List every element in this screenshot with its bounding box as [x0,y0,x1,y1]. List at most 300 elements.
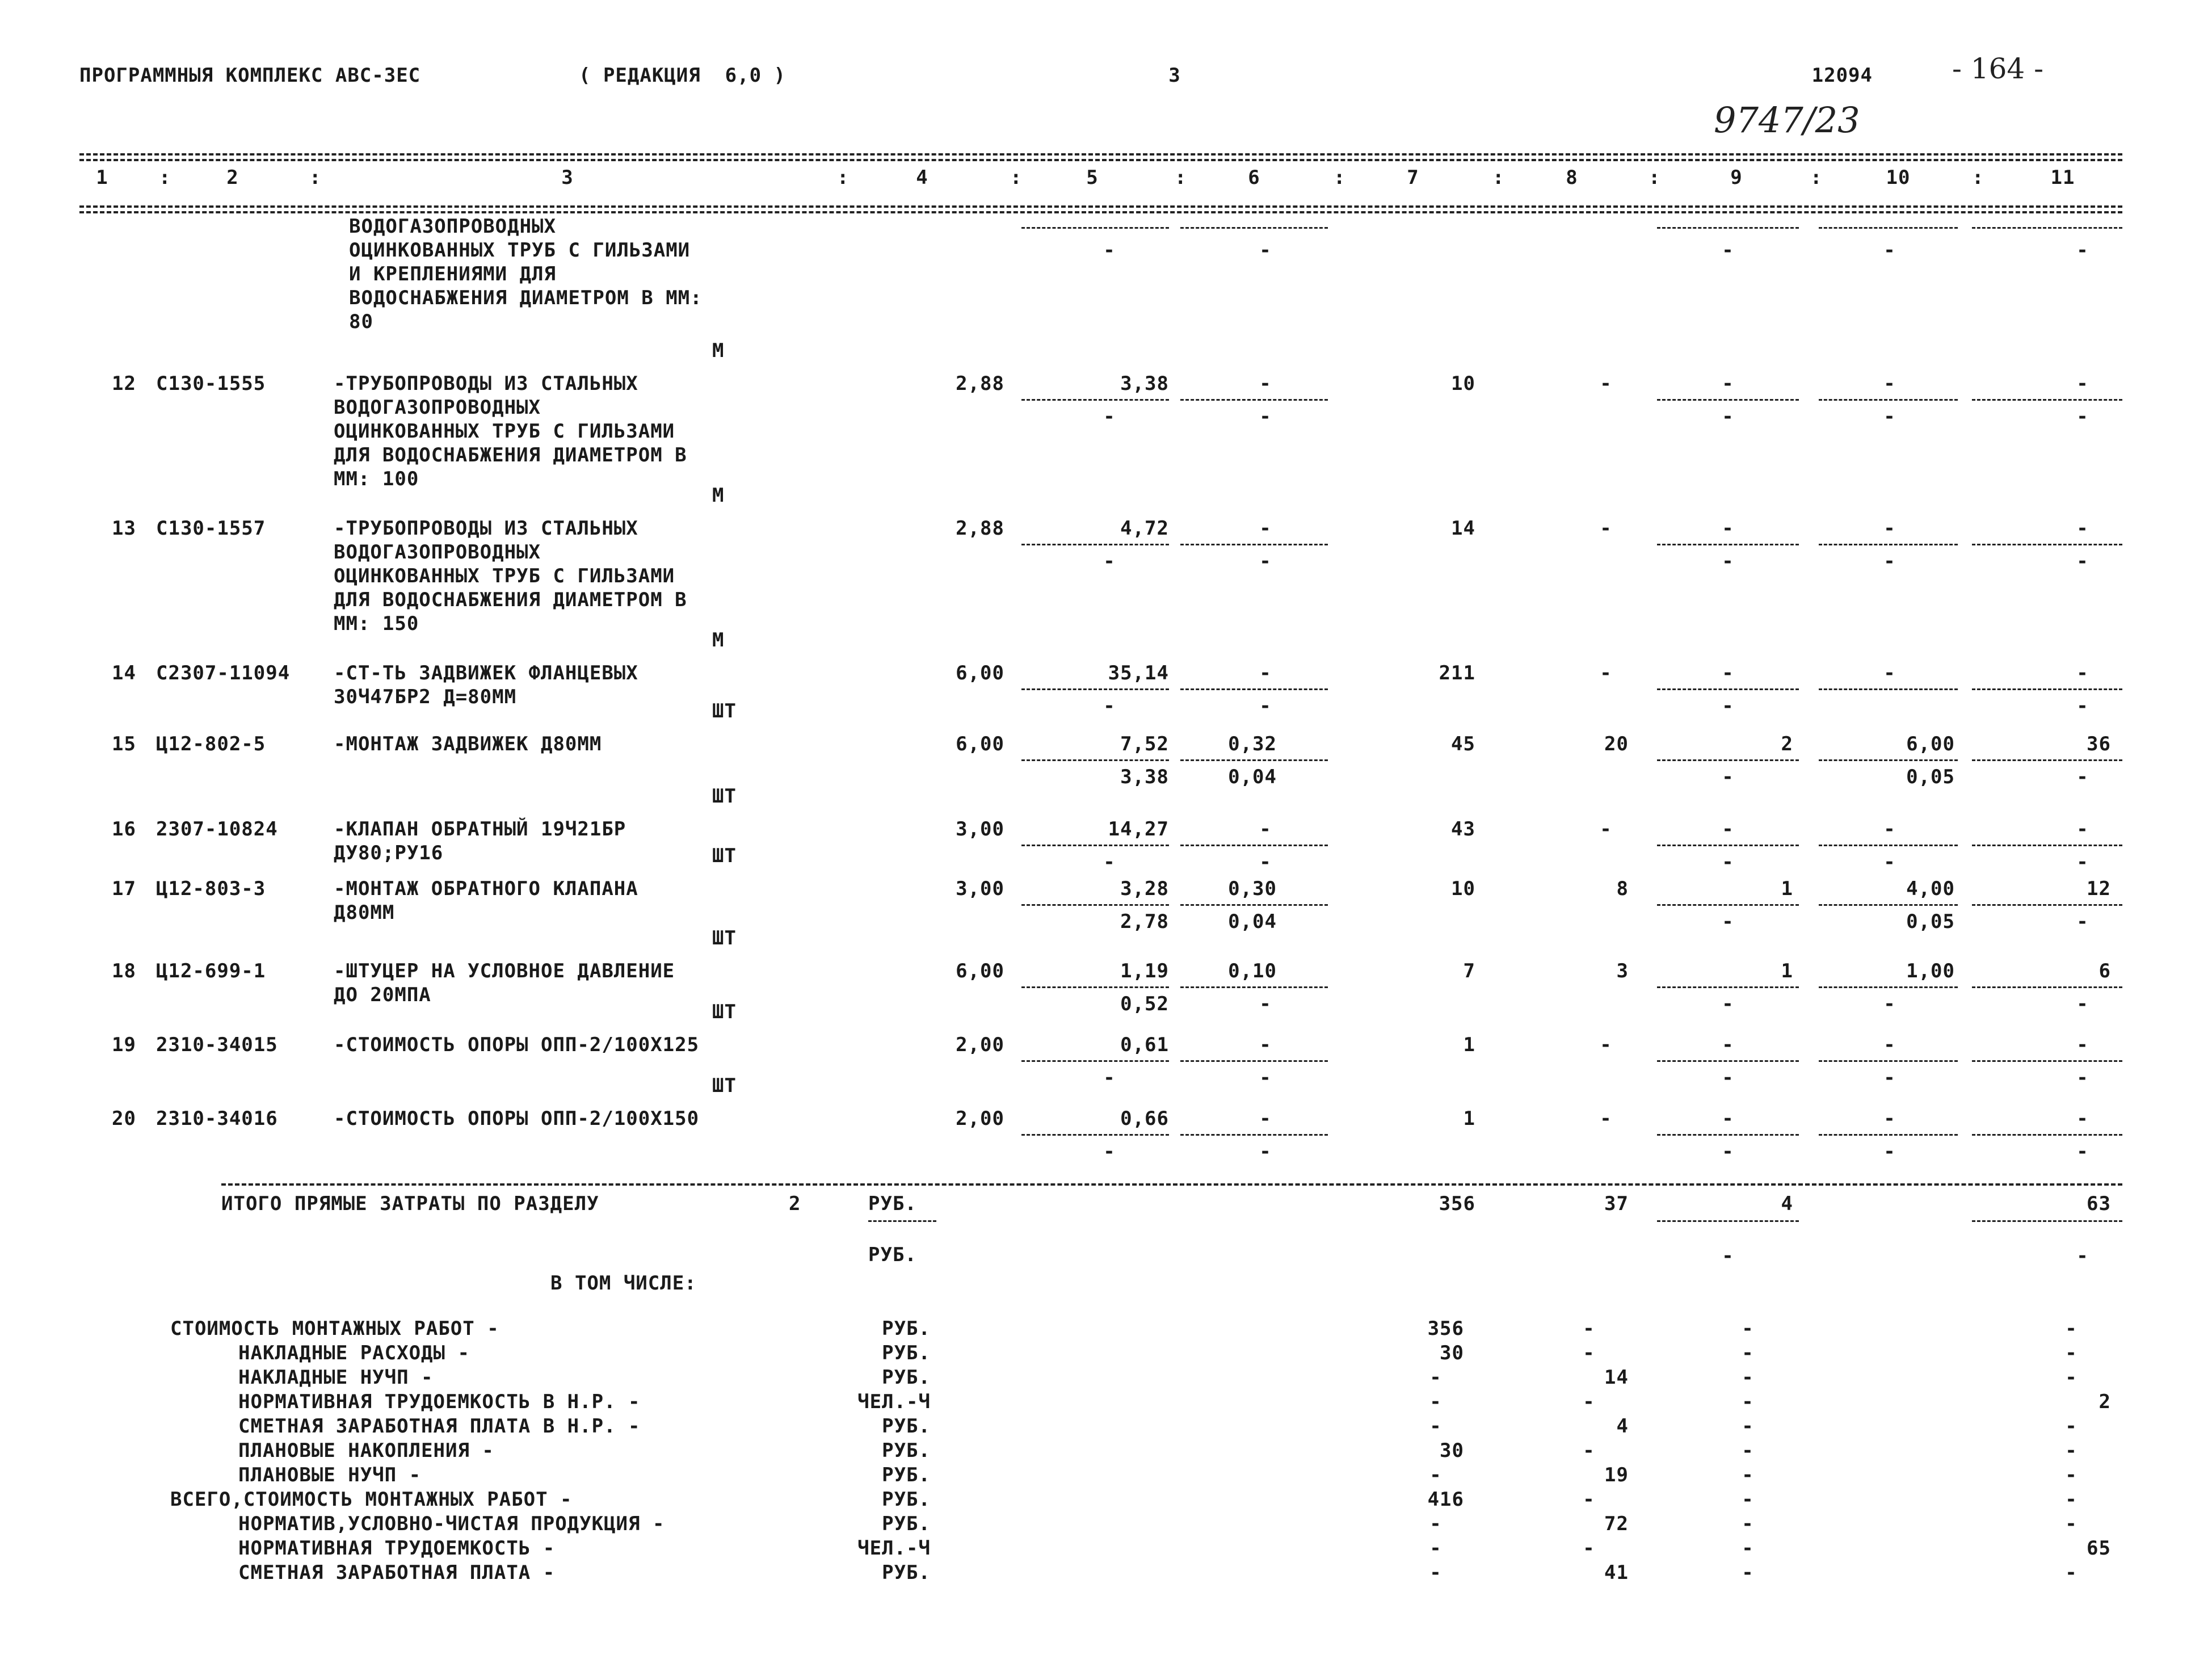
unit-label: ШТ [712,1001,737,1023]
cell-c4: 3,00 [956,818,1004,841]
summary-label: СТОИМОСТЬ МОНТАЖНЫХ РАБОТ - [170,1317,499,1340]
cell-c7: 1 [1463,1107,1475,1130]
cell-underline [1657,688,1799,690]
cell-underline [1657,986,1799,988]
labor-c5: 0,52 [1120,993,1169,1015]
cell-c11: 36 [2087,733,2111,755]
labor-c10: - [1883,1066,1896,1089]
labor-c11: - [2076,1066,2089,1089]
underline [1021,227,1169,229]
labor-c11: - [2076,910,2089,933]
summary-c8: - [1583,1391,1595,1413]
summary-unit: РУБ. [882,1488,931,1511]
summary-c11: - [2065,1488,2078,1511]
cell-c4: 6,00 [956,733,1004,755]
cell-underline [1657,1134,1799,1136]
cell-c10: - [1883,1034,1896,1056]
cell-c4: 2,00 [956,1034,1004,1056]
summary-c11: 65 [2087,1537,2111,1560]
cell-underline [1021,688,1169,690]
summary-unit: РУБ. [882,1513,931,1535]
column-header: 6 [1248,166,1260,189]
summary-c8: - [1583,1439,1595,1462]
cell-c10: - [1883,1107,1896,1130]
summary-c7: 30 [1440,1342,1464,1364]
table-top-rule-2 [79,159,2122,161]
summary-c7: - [1429,1561,1442,1584]
summary-label: НОРМАТИВНАЯ ТРУДОЕМКОСТЬ В Н.Р. - [238,1391,641,1413]
including-label: В ТОМ ЧИСЛЕ: [550,1272,697,1295]
cell-c6: - [1259,372,1272,395]
cell-c9: 2 [1781,733,1793,755]
edition-label: ( РЕДАКЦИЯ 6,0 ) [579,64,786,87]
summary-c9: - [1742,1439,1754,1462]
summary-c7: - [1429,1366,1442,1389]
summary-label: ПЛАНОВЫЕ НУЧП - [238,1464,422,1486]
cell-c9: - [1722,818,1734,841]
summary-label: СМЕТНАЯ ЗАРАБОТНАЯ ПЛАТА - [238,1561,556,1584]
summary-c8: 41 [1604,1561,1629,1584]
labor-c6: 0,04 [1228,766,1277,788]
summary-c9: - [1742,1415,1754,1438]
cell-c4: 6,00 [956,662,1004,684]
document-number: 12094 [1811,64,1873,87]
cell-c5: 0,61 [1120,1034,1169,1056]
column-separator: : [1175,166,1187,189]
cell-c8: 20 [1604,733,1629,755]
cell-underline [1180,759,1328,761]
summary-c11: - [2065,1366,2078,1389]
cell-c10: 6,00 [1906,733,1955,755]
cell-c6: - [1259,662,1272,684]
labor-c11: - [2076,766,2089,788]
sheet-number: - 164 - [1952,52,2044,85]
row-code: Ц12-802-5 [156,733,266,755]
cell-c9: 1 [1781,960,1793,982]
cell-c10: - [1883,517,1896,540]
cell-c6: - [1259,818,1272,841]
cell-c11: - [2076,662,2089,684]
continued-description-line: ВОДОСНАБЖЕНИЯ ДИАМЕТРОМ В ММ: [349,287,703,309]
row-code: 2310-34016 [156,1107,278,1130]
summary-c9: - [1742,1366,1754,1389]
unit-label: ШТ [712,700,737,723]
labor-c5: - [1103,550,1116,573]
column-header: 2 [226,166,239,189]
summary-c11: - [2065,1464,2078,1486]
column-separator: : [1334,166,1346,189]
labor-c11: - [2076,1140,2089,1163]
cell-c5: 1,19 [1120,960,1169,982]
row-description: ОЦИНКОВАННЫХ ТРУБ С ГИЛЬЗАМИ [334,565,675,587]
summary-label: НАКЛАДНЫЕ НУЧП - [238,1366,434,1389]
row-code: 2307-10824 [156,818,278,841]
header-bottom-rule [79,205,2122,208]
summary-c7: - [1429,1464,1442,1486]
labor-c10: - [1883,550,1896,573]
summary-c7: 30 [1440,1439,1464,1462]
row-description: -ТРУБОПРОВОДЫ ИЗ СТАЛЬНЫХ [334,517,638,540]
labor-c10: - [1883,1140,1896,1163]
unit-underline [868,1220,936,1222]
row-number: 13 [112,517,136,540]
cell-underline [1972,986,2122,988]
summary-c9: - [1742,1488,1754,1511]
cell-c10: - [1883,662,1896,684]
cell-c7: 211 [1439,662,1475,684]
table-top-rule [79,153,2122,156]
total-c8: 37 [1604,1192,1629,1215]
handwritten-note: 9747/23 [1714,99,1860,141]
cell-c4: 6,00 [956,960,1004,982]
labor-c11: - [2076,695,2089,717]
cell-c5: 3,38 [1120,372,1169,395]
cell-c11: - [2076,1107,2089,1130]
program-title: ПРОГРАММНЫЯ КОМПЛЕКС АВС-ЗЕС [79,64,421,87]
continued-description-line: И КРЕПЛЕНИЯМИ ДЛЯ [349,263,556,285]
cell-c6: 0,32 [1228,733,1277,755]
total-section: 2 [789,1192,801,1215]
cell-c7: 1 [1463,1034,1475,1056]
cell-c7: 10 [1451,372,1475,395]
cell-c5: 7,52 [1120,733,1169,755]
cell-underline [1972,399,2122,401]
summary-c8: - [1583,1342,1595,1364]
labor-c10: 0,05 [1906,910,1955,933]
row-description: -КЛАПАН ОБРАТНЫЙ 19Ч21БР [334,818,626,841]
column-header: 10 [1886,166,1911,189]
summary-c9: - [1742,1537,1754,1560]
row-description: 30Ч47БР2 Д=80ММ [334,686,517,708]
row-description: -СТОИМОСТЬ ОПОРЫ ОПП-2/100Х125 [334,1034,700,1056]
labor-c10: - [1883,993,1896,1015]
total-c7: 356 [1439,1192,1475,1215]
column-separator: : [1649,166,1661,189]
summary-c9: - [1742,1342,1754,1364]
labor-c11: - [2076,550,2089,573]
row-code: С130-1557 [156,517,266,540]
cell-c10: 4,00 [1906,877,1955,900]
row-description: Д80ММ [334,901,395,924]
total-rule [221,1183,2122,1186]
continued-description-line: 80 [349,310,373,333]
row-number: 16 [112,818,136,841]
row-description: ММ: 100 [334,468,419,490]
column-separator: : [837,166,850,189]
cell-underline [1180,399,1328,401]
cell-underline [1180,1060,1328,1062]
cell-c10: - [1883,818,1896,841]
labor-c6: - [1259,405,1272,428]
cell-underline [1180,1134,1328,1136]
labor-c9: - [1722,550,1734,573]
labor-c5: - [1103,1140,1116,1163]
column-separator: : [1492,166,1505,189]
labor-c9: - [1722,993,1734,1015]
cell-c4: 2,00 [956,1107,1004,1130]
cell-underline [1021,759,1169,761]
cell-c5: 3,28 [1120,877,1169,900]
summary-c8: - [1583,1488,1595,1511]
cell-c11: - [2076,517,2089,540]
total-unit-2: РУБ. [868,1244,917,1266]
row-description: -СТ-ТЬ ЗАДВИЖЕК ФЛАНЦЕВЫХ [334,662,638,684]
cell-c5: 35,14 [1108,662,1169,684]
cell-c8: - [1600,517,1612,540]
cell-underline [1819,845,1958,846]
summary-c7: 416 [1427,1488,1464,1511]
row-code: Ц12-803-3 [156,877,266,900]
column-header: 5 [1086,166,1099,189]
row-description: ДО 20МПА [334,984,431,1006]
cell-c5: 14,27 [1108,818,1169,841]
labor-c9: - [1722,766,1734,788]
row-description: ВОДОГАЗОПРОВОДНЫХ [334,396,541,419]
cell-c11: 12 [2087,877,2111,900]
cell-c10: 1,00 [1906,960,1955,982]
summary-c8: 4 [1616,1415,1629,1438]
cell-underline [1021,544,1169,545]
row-number: 15 [112,733,136,755]
labor-c10: 0,05 [1906,766,1955,788]
cell-c6: 0,30 [1228,877,1277,900]
cell-c11: - [2076,372,2089,395]
cell-c7: 14 [1451,517,1475,540]
summary-c11: - [2065,1513,2078,1535]
row-description: ДЛЯ ВОДОСНАБЖЕНИЯ ДИАМЕТРОМ В [334,589,687,611]
cell-c7: 10 [1451,877,1475,900]
cell-c4: 2,88 [956,517,1004,540]
cell-c7: 7 [1463,960,1475,982]
column-header: 8 [1566,166,1578,189]
labor-c9: - [1722,851,1734,873]
summary-unit: ЧЕЛ.-Ч [857,1391,931,1413]
summary-unit: РУБ. [882,1561,931,1584]
unit-label: ШТ [712,845,737,867]
summary-unit: РУБ. [882,1366,931,1389]
labor-c9: - [1722,1140,1734,1163]
cell-underline [1180,904,1328,906]
column-separator: : [159,166,171,189]
summary-unit: РУБ. [882,1342,931,1364]
cell-c8: 8 [1616,877,1629,900]
cell-underline [1819,1060,1958,1062]
summary-c11: - [2065,1342,2078,1364]
cell-underline [1180,845,1328,846]
labor-c5: - [1103,851,1116,873]
unit-label: М [712,339,725,362]
total-underline [1657,1220,1799,1222]
cell-underline [1819,904,1958,906]
cell-underline [1657,904,1799,906]
cell-underline [1657,759,1799,761]
column-separator: : [1010,166,1023,189]
dash: - [1103,239,1116,262]
cell-c6: 0,10 [1228,960,1277,982]
cell-underline [1021,1134,1169,1136]
cell-c7: 43 [1451,818,1475,841]
cell-c4: 2,88 [956,372,1004,395]
cell-underline [1819,544,1958,545]
unit-label: ШТ [712,785,737,808]
page-number: 3 [1168,64,1181,87]
cell-c5: 0,66 [1120,1107,1169,1130]
summary-c11: - [2065,1415,2078,1438]
cell-c8: - [1600,1107,1612,1130]
summary-c7: - [1429,1537,1442,1560]
summary-c8: - [1583,1537,1595,1560]
continued-description-line: ОЦИНКОВАННЫХ ТРУБ С ГИЛЬЗАМИ [349,239,691,262]
cell-underline [1819,1134,1958,1136]
summary-unit: РУБ. [882,1415,931,1438]
continued-description-line: ВОДОГАЗОПРОВОДНЫХ [349,215,556,238]
cell-underline [1819,759,1958,761]
row-description: -ШТУЦЕР НА УСЛОВНОЕ ДАВЛЕНИЕ [334,960,675,982]
labor-c6: - [1259,1140,1272,1163]
summary-label: НОРМАТИВНАЯ ТРУДОЕМКОСТЬ - [238,1537,556,1560]
total-l9: - [1722,1245,1734,1267]
cell-underline [1657,544,1799,545]
unit-label: ШТ [712,1074,737,1097]
row-description: ДУ80;РУ16 [334,842,444,864]
unit-label: ШТ [712,927,737,950]
dash: - [1883,239,1896,262]
row-description: -МОНТАЖ ОБРАТНОГО КЛАПАНА [334,877,638,900]
cell-underline [1972,544,2122,545]
underline [1180,227,1328,229]
row-number: 19 [112,1034,136,1056]
labor-c11: - [2076,993,2089,1015]
cell-c5: 4,72 [1120,517,1169,540]
total-l11: - [2076,1245,2089,1267]
cell-underline [1021,1060,1169,1062]
summary-c9: - [1742,1561,1754,1584]
summary-label: СМЕТНАЯ ЗАРАБОТНАЯ ПЛАТА В Н.Р. - [238,1415,641,1438]
cell-c8: - [1600,372,1612,395]
cell-c4: 3,00 [956,877,1004,900]
header-bottom-rule-2 [79,211,2122,213]
cell-c9: - [1722,517,1734,540]
summary-c11: 2 [2099,1391,2111,1413]
column-header: 11 [2050,166,2075,189]
row-number: 20 [112,1107,136,1130]
summary-unit: РУБ. [882,1464,931,1486]
cell-c9: 1 [1781,877,1793,900]
labor-c11: - [2076,851,2089,873]
cell-underline [1972,688,2122,690]
row-code: Ц12-699-1 [156,960,266,982]
summary-c9: - [1742,1464,1754,1486]
total-underline [1972,1220,2122,1222]
labor-c6: - [1259,1066,1272,1089]
unit-label: М [712,484,725,507]
summary-c11: - [2065,1439,2078,1462]
total-label: ИТОГО ПРЯМЫЕ ЗАТРАТЫ ПО РАЗДЕЛУ [221,1192,599,1215]
cell-c6: - [1259,1034,1272,1056]
cell-underline [1021,904,1169,906]
row-number: 12 [112,372,136,395]
cell-underline [1819,986,1958,988]
dash: - [2076,239,2089,262]
cell-underline [1657,845,1799,846]
labor-c6: 0,04 [1228,910,1277,933]
cell-c7: 45 [1451,733,1475,755]
cell-c9: - [1722,662,1734,684]
cell-c11: - [2076,818,2089,841]
underline [1972,227,2122,229]
labor-c5: - [1103,405,1116,428]
summary-c8: 14 [1604,1366,1629,1389]
labor-c6: - [1259,695,1272,717]
row-code: 2310-34015 [156,1034,278,1056]
column-header: 4 [916,166,928,189]
row-number: 18 [112,960,136,982]
underline [1657,227,1799,229]
row-number: 14 [112,662,136,684]
row-description: -МОНТАЖ ЗАДВИЖЕК Д80ММ [334,733,602,755]
cell-c11: - [2076,1034,2089,1056]
cell-underline [1972,845,2122,846]
summary-c8: 19 [1604,1464,1629,1486]
row-description: ДЛЯ ВОДОСНАБЖЕНИЯ ДИАМЕТРОМ В [334,444,687,467]
cell-underline [1972,1134,2122,1136]
column-separator: : [1972,166,1984,189]
column-header: 3 [561,166,574,189]
summary-c9: - [1742,1317,1754,1340]
row-number: 17 [112,877,136,900]
cell-c10: - [1883,372,1896,395]
summary-c11: - [2065,1317,2078,1340]
cell-c6: - [1259,1107,1272,1130]
cell-underline [1021,845,1169,846]
row-description: -ТРУБОПРОВОДЫ ИЗ СТАЛЬНЫХ [334,372,638,395]
summary-label: НОРМАТИВ,УСЛОВНО-ЧИСТАЯ ПРОДУКЦИЯ - [238,1513,665,1535]
labor-c6: - [1259,550,1272,573]
row-code: С130-1555 [156,372,266,395]
labor-c9: - [1722,405,1734,428]
summary-unit: РУБ. [882,1439,931,1462]
cell-c6: - [1259,517,1272,540]
row-description: ОЦИНКОВАННЫХ ТРУБ С ГИЛЬЗАМИ [334,420,675,443]
cell-c8: 3 [1616,960,1629,982]
column-header: 1 [96,166,108,189]
labor-c5: 2,78 [1120,910,1169,933]
labor-c6: - [1259,851,1272,873]
labor-c5: - [1103,695,1116,717]
labor-c11: - [2076,405,2089,428]
cell-c8: - [1600,662,1612,684]
labor-c6: - [1259,993,1272,1015]
cell-c8: - [1600,818,1612,841]
cell-underline [1657,399,1799,401]
labor-c9: - [1722,910,1734,933]
summary-c8: 72 [1604,1513,1629,1535]
summary-unit: РУБ. [882,1317,931,1340]
summary-c9: - [1742,1513,1754,1535]
total-c9: 4 [1781,1192,1793,1215]
labor-c9: - [1722,1066,1734,1089]
column-header: 7 [1407,166,1419,189]
cell-underline [1180,688,1328,690]
cell-c9: - [1722,372,1734,395]
total-unit: РУБ. [868,1192,917,1215]
cell-underline [1180,986,1328,988]
summary-c7: 356 [1427,1317,1464,1340]
labor-c9: - [1722,695,1734,717]
row-description: ВОДОГАЗОПРОВОДНЫХ [334,541,541,564]
summary-c8: - [1583,1317,1595,1340]
row-code: С2307-11094 [156,662,291,684]
